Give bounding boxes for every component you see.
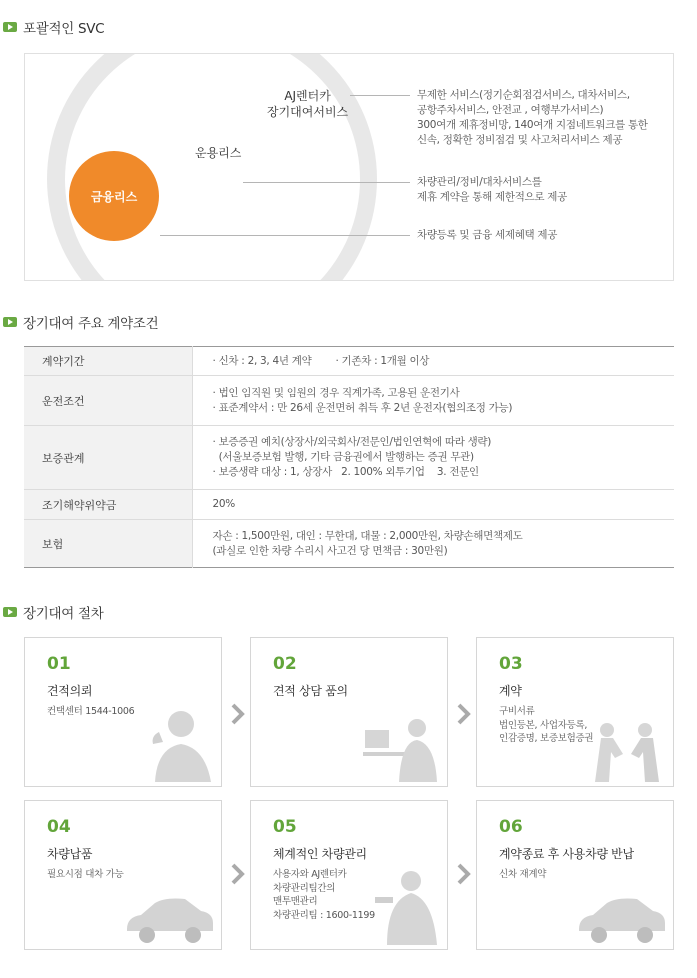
step-card-06: 06 계약종료 후 사용차량 반납 신차 재계약 (476, 800, 674, 950)
row-value: 자손 : 1,500만원, 대인 : 무한대, 대물 : 2,000만원, 차량손해면책제도 (과실로 인한 차량 수리시 사고건 당 면책금 : 30만원) (212, 529, 523, 557)
svc-diagram (24, 53, 674, 281)
outer-circle-desc: 무제한 서비스(정기순회점검서비스, 대차서비스, 공항주차서비스, 안전교 , 여행부가서비스) 300여개 제휴정비망, 140여개 지점네트워크를 통한 신속, 정확한 정비점검 및 사고처리서비스 제공 (417, 89, 648, 146)
row-label: 계약기간 (24, 347, 192, 376)
middle-circle-desc: 차량관리/정비/대차서비스를 제휴 계약을 통해 제한적으로 제공 (417, 176, 567, 203)
step-card-05: 05 체계적인 차량관리 사용자와 AJ렌터카 차량관리팀간의 맨투맨관리 차량관리팀 : 1600-1199 (250, 800, 448, 950)
row-label: 보증관계 (24, 426, 192, 490)
table-row (24, 490, 674, 520)
chevron-right-icon (231, 703, 245, 725)
inner-circle-desc: 차량등록 및 금융 세제혜택 제공 (417, 229, 558, 241)
chevron-right-icon (231, 863, 245, 885)
inner-circle-label: 금융리스 (90, 189, 138, 204)
leader-line-3 (160, 235, 410, 236)
leader-line-1 (350, 95, 410, 96)
play-bullet-icon (3, 607, 17, 617)
operator-icon (145, 702, 215, 782)
row-label: 조기해약위약금 (24, 490, 192, 520)
step-card-02: 02 견적 상담 품의 (250, 637, 448, 787)
car-icon (123, 893, 215, 945)
table-row (24, 376, 674, 426)
step-card-01: 01 견적의뢰 컨택센터 1544-1006 (24, 637, 222, 787)
section-title-steps: 장기대여 절차 (3, 603, 103, 621)
section-title-svc: 포괄적인 SVC (3, 18, 104, 36)
row-label: 보험 (24, 520, 192, 568)
chevron-right-icon (457, 863, 471, 885)
row-value: · 법인 임직원 및 임원의 경우 직계가족, 고용된 운전기사 · 표준계약서 : 만 26세 운전면허 취득 후 2년 운전자(협의조정 가능) (192, 376, 674, 426)
step-card-04: 04 차량납품 필요시점 대차 가능 (24, 800, 222, 950)
row-value: 20% (192, 490, 674, 520)
handshake-icon (587, 720, 667, 782)
table-row (24, 520, 674, 568)
leader-line-2 (243, 182, 410, 183)
step-card-03: 03 계약 구비서류 법인등본, 사업자등록, 인감증명, 보증보험증권 (476, 637, 674, 787)
table-row (24, 426, 674, 490)
consult-icon (361, 712, 441, 782)
row-value: · 보증증권 예치(상장사/외국회사/전문인/법인연혁에 따라 생략) (서울보증보험 발행, 기타 금융권에서 발행하는 증권 무관) · 보증생략 대상 : 1, 상장사 2. 100% 외투기업 3. 전문인 (192, 426, 674, 490)
mechanic-icon (371, 867, 441, 945)
table-row (24, 347, 674, 376)
terms-table (24, 346, 674, 568)
row-value: · 신차 : 2, 3, 4년 계약 · 기존차 : 1개월 이상 (192, 347, 674, 376)
car-icon (575, 893, 667, 945)
section-title-terms: 장기대여 주요 계약조건 (3, 313, 158, 331)
chevron-right-icon (457, 703, 471, 725)
outer-circle-label: AJ렌터카 장기대여서비스 (267, 89, 349, 119)
play-bullet-icon (3, 317, 17, 327)
row-label: 운전조건 (24, 376, 192, 426)
middle-circle-label: 운용리스 (195, 146, 242, 160)
play-bullet-icon (3, 22, 17, 32)
